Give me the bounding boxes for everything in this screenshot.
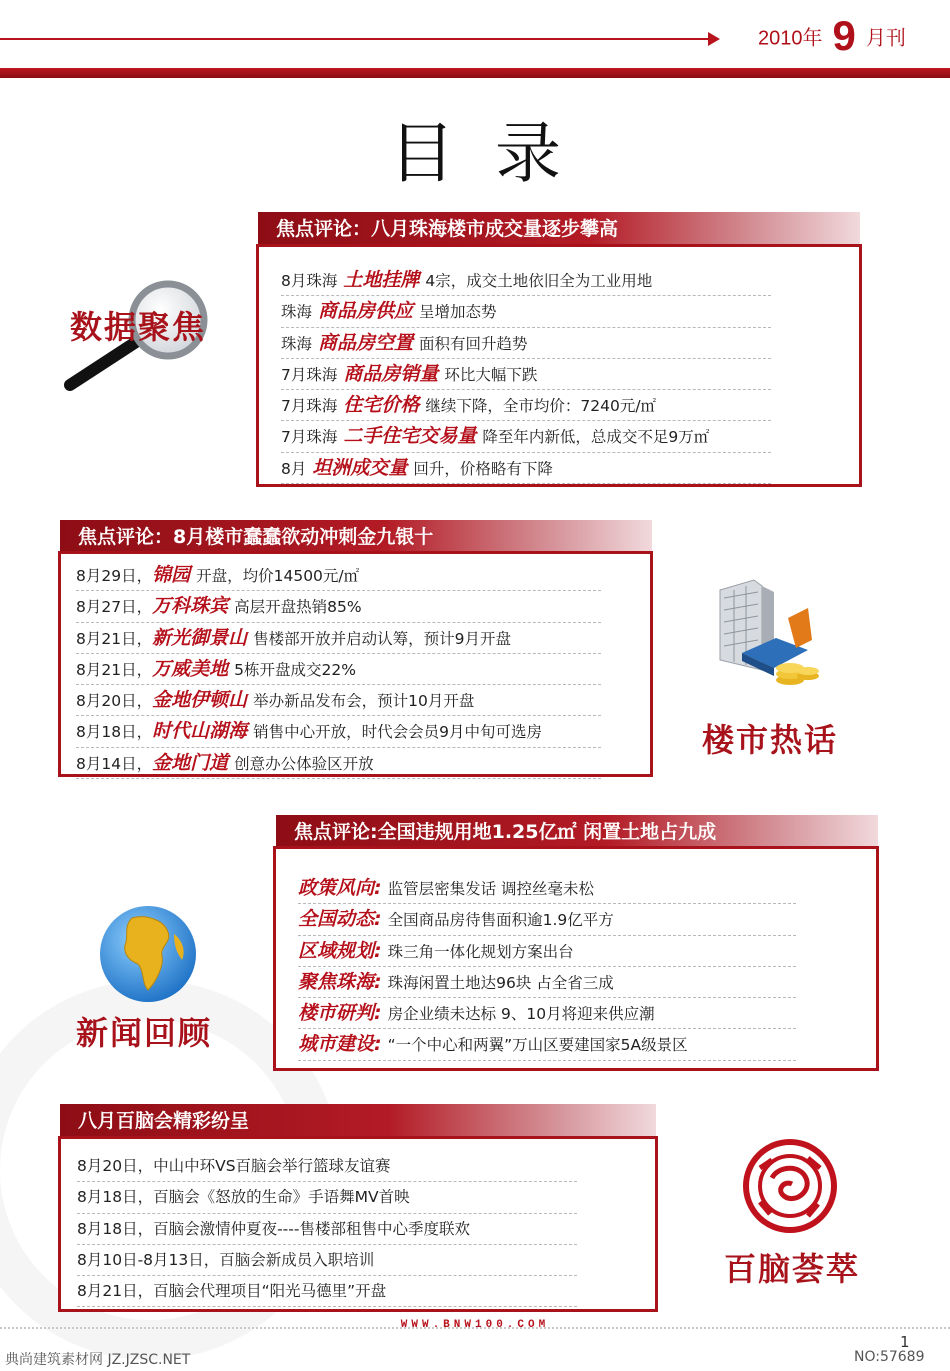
panel-news-review xyxy=(273,846,879,1071)
globe-icon xyxy=(98,904,198,1004)
page-title: 目录 xyxy=(389,115,601,192)
section-label-market-talk: 楼市热话 xyxy=(702,721,839,759)
footer-divider xyxy=(0,1327,950,1329)
list-item[interactable]: 8月珠海 土地挂牌 4宗，成交土地依旧全为工业用地 xyxy=(281,265,771,296)
list-item[interactable]: 8月20日，中山中环VS百脑会举行篮球友谊赛 xyxy=(77,1151,577,1182)
section-label-club: 百脑荟萃 xyxy=(724,1250,861,1288)
list-item[interactable]: 城市建设: “一个中心和两翼”万山区要建国家5A级景区 xyxy=(298,1029,796,1060)
list-item[interactable]: 聚焦珠海: 珠海闲置土地达96块 占全省三成 xyxy=(298,967,796,998)
issue-month: 9 xyxy=(832,12,856,59)
section-label-news-review: 新闻回顾 xyxy=(76,1014,213,1052)
list-item[interactable]: 8月21日，万威美地 5栋开盘成交22% xyxy=(76,654,601,685)
issue-type: 月刊 xyxy=(865,27,906,50)
list-item[interactable]: 8月 坦洲成交量 回升，价格略有下降 xyxy=(281,453,771,484)
issue-year: 2010年 xyxy=(758,27,823,50)
page-number: 1 xyxy=(900,1333,910,1351)
section-heading-news-review: 焦点评论:全国违规用地1.25亿㎡ 闲置土地占九成 xyxy=(276,815,878,849)
list-item[interactable]: 7月珠海 商品房销量 环比大幅下跌 xyxy=(281,359,771,390)
section-label-data-focus: 数据聚焦 xyxy=(70,308,207,346)
list-item[interactable]: 全国动态: 全国商品房待售面积逾1.9亿平方 xyxy=(298,904,796,935)
list-item[interactable]: 8月21日，百脑会代理项目“阳光马德里”开盘 xyxy=(77,1276,577,1307)
list-item[interactable]: 珠海 商品房供应 呈增加态势 xyxy=(281,296,771,327)
page-header xyxy=(0,0,950,78)
list-item[interactable]: 7月珠海 二手住宅交易量 降至年内新低，总成交不足9万㎡ xyxy=(281,421,771,452)
list-item[interactable]: 8月21日，新光御景山 售楼部开放并启动认筹，预计9月开盘 xyxy=(76,623,601,654)
section-heading-club: 八月百脑会精彩纷呈 xyxy=(60,1104,656,1138)
club-seal-icon xyxy=(742,1138,838,1234)
watermark-left: 典尚建筑素材网 JZ.JZSC.NET xyxy=(5,1352,191,1368)
list-item[interactable]: 8月10日-8月13日，百脑会新成员入职培训 xyxy=(77,1245,577,1276)
list-item[interactable]: 珠海 商品房空置 面积有回升趋势 xyxy=(281,328,771,359)
watermark-right: NO:57689 xyxy=(854,1349,925,1365)
list-item[interactable]: 8月27日，万科珠宾 高层开盘热销85% xyxy=(76,591,601,622)
list-item[interactable]: 7月珠海 住宅价格 继续下降，全市均价：7240元/㎡ xyxy=(281,390,771,421)
section-heading-market-talk: 焦点评论：8月楼市蠢蠢欲动冲刺金九银十 xyxy=(60,520,652,554)
panel-club xyxy=(58,1136,658,1312)
header-arrow-icon xyxy=(708,32,720,46)
panel-data-focus xyxy=(256,244,862,487)
header-band xyxy=(0,68,950,78)
list-item[interactable]: 8月18日，时代山湖海 销售中心开放，时代会会员9月中旬可选房 xyxy=(76,716,601,747)
list-item[interactable]: 8月29日，锦园 开盘，均价14500元/㎡ xyxy=(76,560,601,591)
list-item[interactable]: 8月20日，金地伊顿山 举办新品发布会，预计10月开盘 xyxy=(76,685,601,716)
section-heading-data-focus: 焦点评论：八月珠海楼市成交量逐步攀高 xyxy=(258,212,860,246)
list-item[interactable]: 8月18日，百脑会《怒放的生命》手语舞MV首映 xyxy=(77,1182,577,1213)
list-item[interactable]: 8月18日，百脑会激情仲夏夜----售楼部租售中心季度联欢 xyxy=(77,1214,577,1245)
list-item[interactable]: 8月14日，金地门道 创意办公体验区开放 xyxy=(76,748,601,779)
panel-market-talk xyxy=(58,551,653,777)
issue-date xyxy=(758,12,906,60)
list-item[interactable]: 政策风向: 监管层密集发话 调控丝毫未松 xyxy=(298,873,796,904)
building-coins-icon xyxy=(712,578,822,698)
header-rule xyxy=(0,38,712,40)
list-item[interactable]: 区域规划: 珠三角一体化规划方案出台 xyxy=(298,936,796,967)
footer-url: WWW.BNW100.COM xyxy=(400,1319,550,1331)
list-item[interactable]: 楼市研判: 房企业绩未达标 9、10月将迎来供应潮 xyxy=(298,998,796,1029)
